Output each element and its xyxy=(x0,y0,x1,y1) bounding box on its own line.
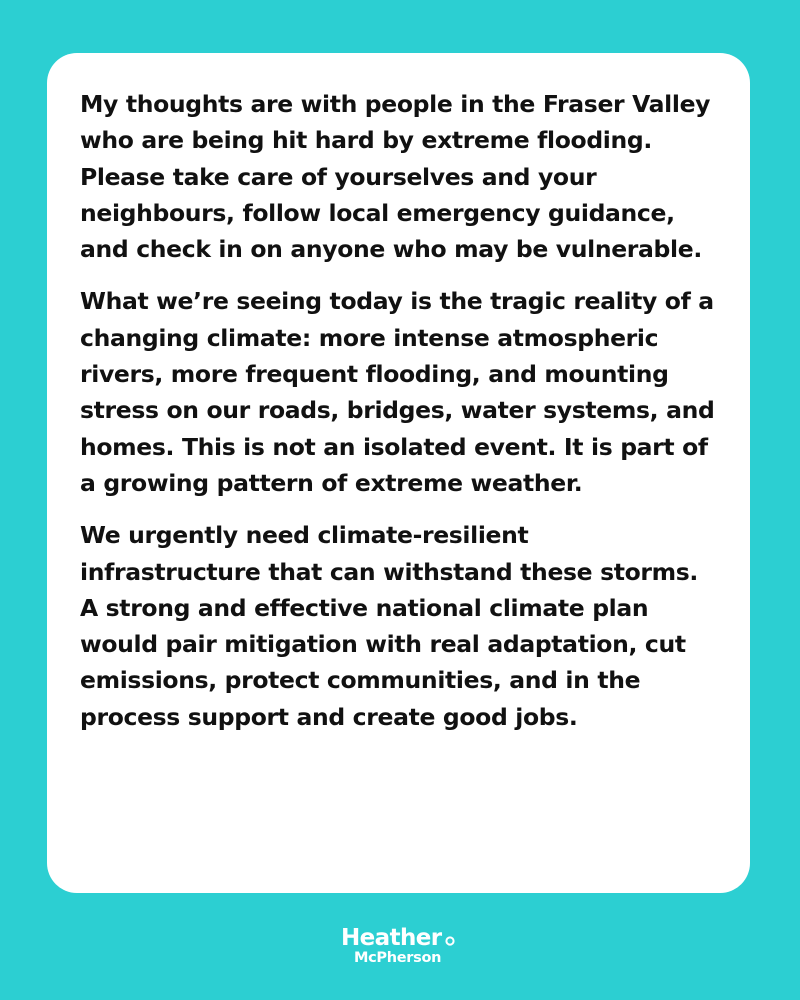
statement-paragraph-1: My thoughts are with people in the Fraser Valley who are being hit hard by extreme flooding. Please take care of yourselves and your neighbours, follow local emergency guidance, and check in on anyone who may be vulnerable. xyxy=(80,90,711,264)
statement-card xyxy=(47,53,750,893)
logo-first-name: Heather xyxy=(341,925,442,951)
logo-ring-icon xyxy=(445,936,455,946)
statement-paragraph-2: What we’re seeing today is the tragic reality of a changing climate: more intense atmospheric rivers, more frequent flooding, and mounting stress on our roads, bridges, water systems, and homes. This is not an isolated event. It is part of a growing pattern of extreme weather. xyxy=(80,287,715,497)
logo-last-name: McPherson xyxy=(354,950,442,966)
heather-mcpherson-logo xyxy=(341,925,471,975)
statement-paragraph-3: We urgently need climate-resilient infrastructure that can withstand these storms. A strong and effective national climate plan would pair mitigation with real adaptation, cut emissions, protect communities, and in the process support and create good jobs. xyxy=(80,521,698,731)
